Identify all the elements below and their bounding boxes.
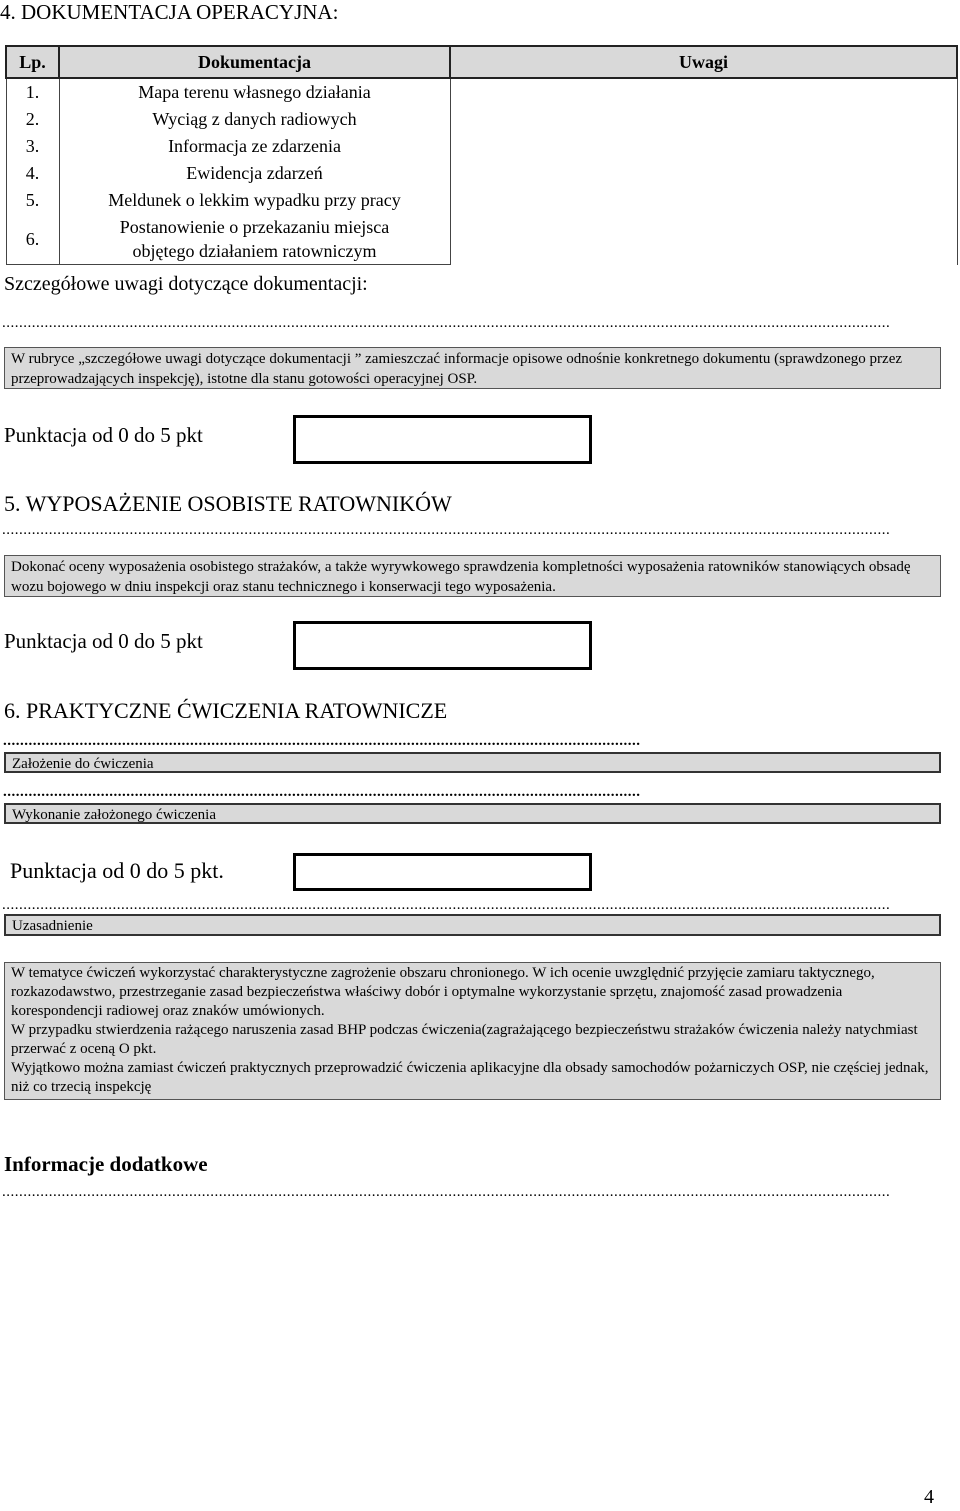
info-box-equipment: Dokonać oceny wyposażenia osobistego strażaków, a także wyrywkowego sprawdzenia kompletności wyposażenia ratowników stanowiących obsadę wozu bojowego w dniu inspekcji oraz stanu technicznego i konserwacji tego wyposażenia.: [4, 555, 941, 597]
score-input-box[interactable]: [293, 853, 592, 891]
row-document-name: Ewidencja zdarzeń: [59, 160, 450, 187]
score-label: Punktacja od 0 do 5 pkt.: [10, 858, 224, 883]
assumption-label-box: Założenie do ćwiczenia: [4, 752, 941, 773]
score-label: Punktacja od 0 do 5 pkt: [4, 629, 203, 653]
exercise-note-2: W przypadku stwierdzenia rażącego naruszenia zasad BHP podczas ćwiczenia(zagrażającego bezpieczeństwu strażaków ćwiczenia należy natychmiast przerwać z oceną O pkt.: [11, 1022, 918, 1057]
table-row: [6, 78, 957, 106]
section4-title: 4. DOKUMENTACJA OPERACYJNA:: [0, 0, 339, 24]
header-documentation: Dokumentacja: [59, 46, 450, 78]
row-number: 4.: [6, 160, 59, 187]
row-document-name-line2: objętego działaniem ratowniczym: [132, 241, 377, 261]
dotted-line[interactable]: .................................................................................................................................................................................................................: [2, 1185, 891, 1199]
justification-label-box: Uzasadnienie: [4, 914, 941, 936]
info-box-documentation: W rubryce „szczegółowe uwagi dotyczące dokumentacji ” zamieszczać informacje opisowe odnośnie konkretnego dokumentu (sprawdzonego przez przeprowadzających inspekcję), istotne dla stanu gotowości operacyjnej OSP.: [4, 347, 941, 389]
header-lp: Lp.: [6, 46, 59, 78]
row-number: 5.: [6, 187, 59, 214]
dotted-line[interactable]: .................................................................................................................................................................................................................: [2, 316, 891, 330]
row-document-name: Mapa terenu własnego działania: [59, 78, 450, 106]
row-number: 2.: [6, 106, 59, 133]
score-label: Punktacja od 0 do 5 pkt: [4, 423, 203, 447]
page-number: 4: [924, 1486, 934, 1508]
row-number: 3.: [6, 133, 59, 160]
exercise-note-1: W tematyce ćwiczeń wykorzystać charakterystyczne zagrożenie obszaru chronionego. W ich ocenie uwzględnić przyjęcie zamiaru taktycznego, rozkazodawstwo, przestrzeganie zasad bezpieczeństwa właściwy dobór i optymalne wykorzystanie sprzętu, znajomość zasad prowadzenia korespondencji radiowej oraz znaków umówionych.: [11, 965, 875, 1019]
dotted-line[interactable]: ......................................................................................................................................................: [3, 785, 641, 799]
documentation-table: [5, 45, 958, 265]
dotted-line[interactable]: .................................................................................................................................................................................................................: [2, 523, 891, 537]
row-number: 6.: [6, 214, 59, 265]
score-input-box[interactable]: [293, 415, 592, 464]
info-box-exercises: [4, 962, 941, 1100]
row-document-name: Meldunek o lekkim wypadku przy pracy: [59, 187, 450, 214]
detail-notes-heading: Szczegółowe uwagi dotyczące dokumentacji:: [4, 273, 368, 295]
dotted-line[interactable]: ......................................................................................................................................................: [3, 734, 641, 748]
row-document-name: [59, 214, 450, 265]
score-input-box[interactable]: [293, 621, 592, 670]
notes-cell[interactable]: [450, 78, 957, 265]
row-number: 1.: [6, 78, 59, 106]
section6-title: 6. PRAKTYCZNE ĆWICZENIA RATOWNICZE: [4, 698, 448, 723]
exercise-note-3: Wyjątkowo można zamiast ćwiczeń praktycznych przeprowadzić ćwiczenia aplikacyjne dla obsady samochodów pożarniczych OSP, nie częściej jednak, niż co trzecią inspekcję: [11, 1060, 929, 1095]
additional-info-heading: Informacje dodatkowe: [4, 1152, 208, 1176]
execution-label-box: Wykonanie założonego ćwiczenia: [4, 803, 941, 824]
section5-title: 5. WYPOSAŻENIE OSOBISTE RATOWNIKÓW: [4, 491, 452, 516]
dotted-line[interactable]: .................................................................................................................................................................................................................: [2, 898, 891, 912]
header-notes: Uwagi: [450, 46, 957, 78]
row-document-name: Informacja ze zdarzenia: [59, 133, 450, 160]
row-document-name: Wyciąg z danych radiowych: [59, 106, 450, 133]
row-document-name-line1: Postanowienie o przekazaniu miejsca: [119, 217, 390, 237]
